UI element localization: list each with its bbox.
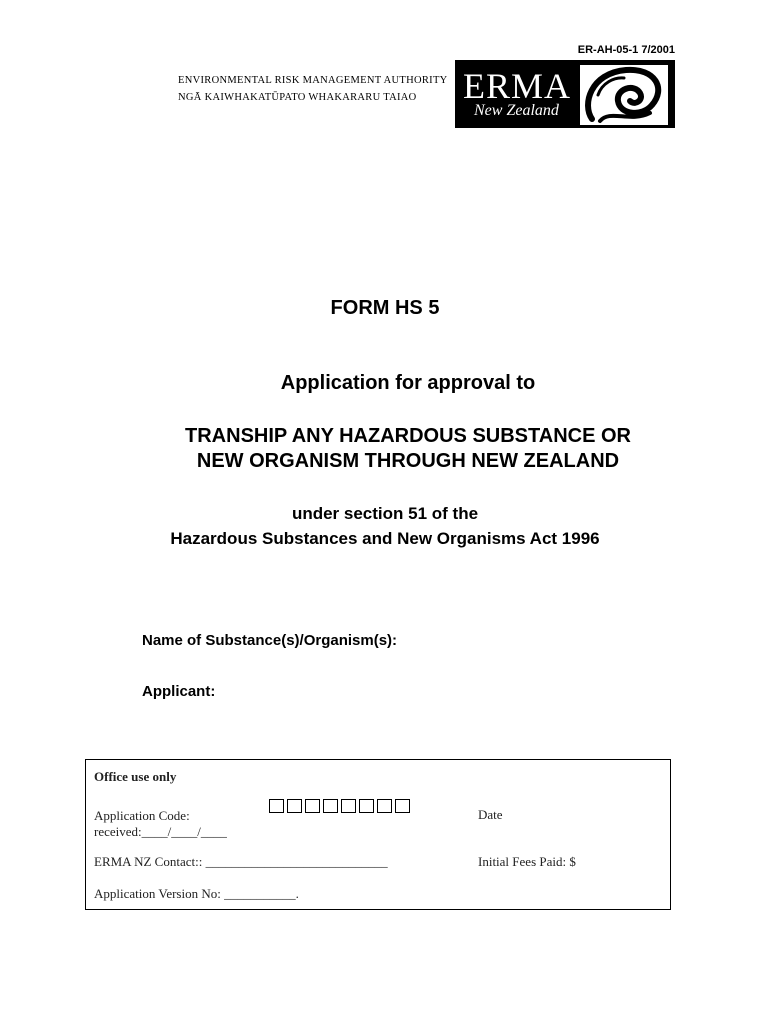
code-box xyxy=(323,799,338,813)
application-purpose xyxy=(120,424,696,474)
code-box xyxy=(287,799,302,813)
logo-new-zealand-text: New Zealand xyxy=(474,102,559,119)
authority-name-maori: NGĀ KAIWHAKATŪPATO WHAKARARU TAIAO xyxy=(178,92,417,103)
received-date-field: received:____/____/____ xyxy=(94,824,227,839)
application-code-label: Application Code: xyxy=(94,808,190,823)
code-box xyxy=(269,799,284,813)
erma-contact-field: ERMA NZ Contact:: ____________________________ xyxy=(94,854,388,869)
initial-fees-field: Initial Fees Paid: $ xyxy=(478,854,576,869)
section-line-2: Hazardous Substances and New Organisms Act 1996 xyxy=(170,529,600,548)
section-line-1: under section 51 of the xyxy=(291,504,479,523)
code-box xyxy=(341,799,356,813)
purpose-line-2: NEW ORGANISM THROUGH NEW ZEALAND xyxy=(196,450,620,472)
substance-name-label: Name of Substance(s)/Organism(s): xyxy=(142,632,398,649)
applicant-label: Applicant: xyxy=(142,683,216,700)
logo-erma-text: ERMA xyxy=(463,66,572,106)
legislation-reference xyxy=(100,501,670,551)
date-label: Date xyxy=(478,807,503,822)
purpose-line-1: TRANSHIP ANY HAZARDOUS SUBSTANCE OR xyxy=(185,425,631,447)
code-box xyxy=(359,799,374,813)
code-box xyxy=(395,799,410,813)
code-box xyxy=(377,799,392,813)
office-use-title: Office use only xyxy=(94,769,177,784)
koru-logo-icon xyxy=(580,65,668,125)
authority-name xyxy=(178,72,448,106)
erma-logo xyxy=(455,60,675,128)
office-use-box xyxy=(85,759,671,910)
code-box xyxy=(305,799,320,813)
application-version-field: Application Version No: ___________. xyxy=(94,886,299,901)
authority-name-english: ENVIRONMENTAL RISK MANAGEMENT AUTHORITY xyxy=(178,75,448,86)
document-code: ER-AH-05-1 7/2001 xyxy=(577,44,675,56)
form-title: FORM HS 5 xyxy=(330,297,440,319)
application-heading: Application for approval to xyxy=(280,372,536,394)
application-code-boxes xyxy=(269,799,410,813)
